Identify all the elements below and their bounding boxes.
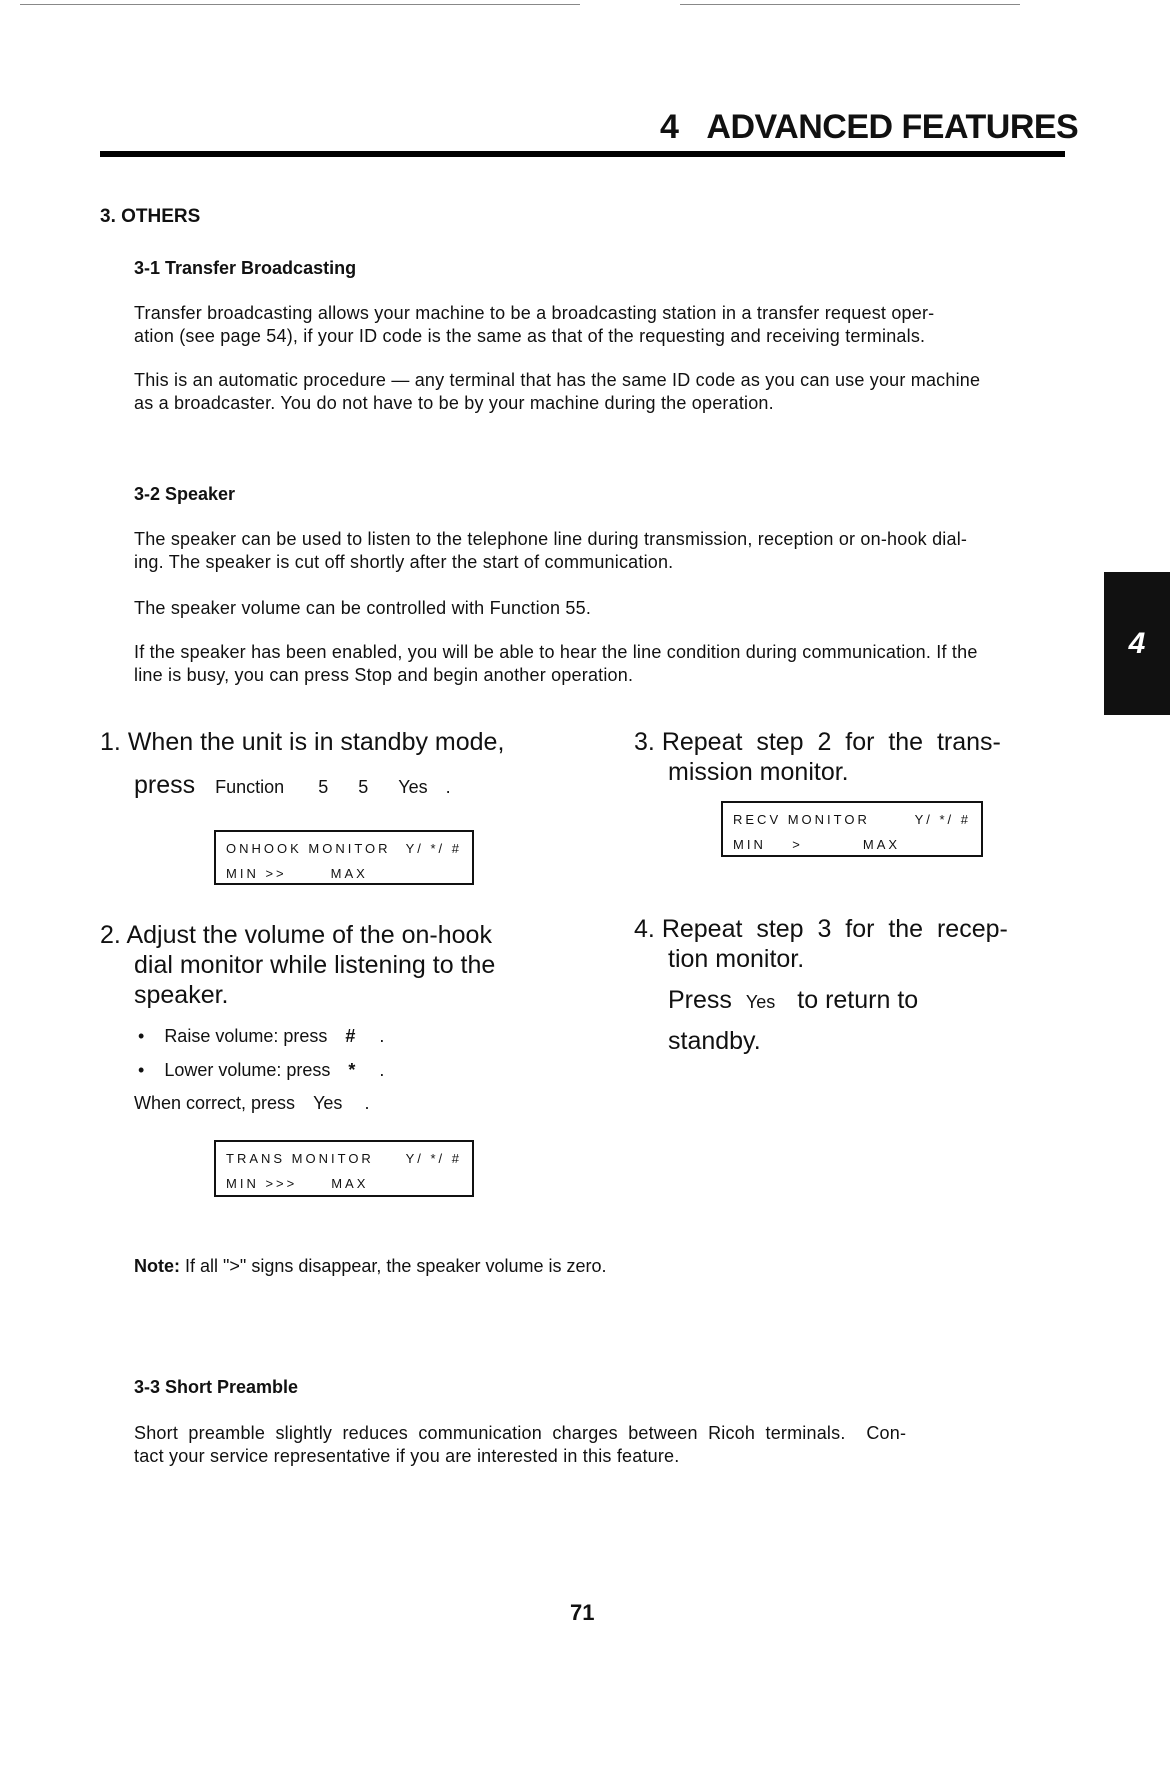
paragraph: This is an automatic procedure — any terminal that has the same ID code as you can use your machine as a broadcaster. You do not have to be by your machine during the operation. xyxy=(134,370,981,413)
paragraph: Short preamble slightly reduces communication charges between Ricoh terminals. Con- tact your service representative if you are interested in this feature. xyxy=(134,1423,907,1466)
step-3: 3. Repeat step 2 for the trans- mission monitor. xyxy=(634,728,1001,786)
page-number: 71 xyxy=(570,1600,595,1625)
step-1: 1. When the unit is in standby mode, xyxy=(100,728,505,756)
paragraph: The speaker volume can be controlled with Function 55. xyxy=(134,598,592,618)
chapter-tab: 4 xyxy=(1104,572,1170,715)
step-4: 4. Repeat step 3 for the recep- tion monitor. xyxy=(634,915,1008,973)
subsection-title: 3-1 Transfer Broadcasting xyxy=(134,258,357,278)
lcd-display: ONHOOK MONITOR Y/ */ # MIN >> MAX xyxy=(214,830,474,885)
header-rule xyxy=(100,151,1065,157)
subsection-title: 3-3 Short Preamble xyxy=(134,1377,299,1397)
step-1-keys: press Function 5 5 Yes . xyxy=(134,771,451,799)
scan-edge-line xyxy=(20,4,580,5)
section-title: 3. OTHERS xyxy=(100,206,201,227)
step-4-press: Press Yes to return to xyxy=(668,986,919,1014)
bullet-item: • Lower volume: press * . xyxy=(138,1060,385,1080)
paragraph: If the speaker has been enabled, you will be able to hear the line condition during communication. If the line is busy, you can press Stop and begin another operation. xyxy=(134,642,978,685)
lcd-display: TRANS MONITOR Y/ */ # MIN >>> MAX xyxy=(214,1140,474,1197)
subsection-title: 3-2 Speaker xyxy=(134,484,236,504)
bullet-item: • Raise volume: press # . xyxy=(138,1026,385,1046)
note: Note: If all ">" signs disappear, the speaker volume is zero. xyxy=(134,1256,607,1276)
step-2: 2. Adjust the volume of the on-hook dial monitor while listening to the speaker. xyxy=(100,921,496,1009)
scan-edge-line xyxy=(680,4,1020,5)
lcd-display: RECV MONITOR Y/ */ # MIN > MAX xyxy=(721,801,983,857)
paragraph: The speaker can be used to listen to the telephone line during transmission, reception or on-hook dial- ing. The speaker is cut off shortly after the start of communication. xyxy=(134,529,968,572)
chapter-heading: 4 ADVANCED FEATURES xyxy=(660,108,1079,146)
step-4-end: standby. xyxy=(668,1027,761,1055)
paragraph: Transfer broadcasting allows your machine to be a broadcasting station in a transfer request oper- ation (see page 54), if your ID code is the same as that of the requesting and receiving terminals. xyxy=(134,303,935,346)
step-2-confirm: When correct, press Yes . xyxy=(134,1093,370,1113)
